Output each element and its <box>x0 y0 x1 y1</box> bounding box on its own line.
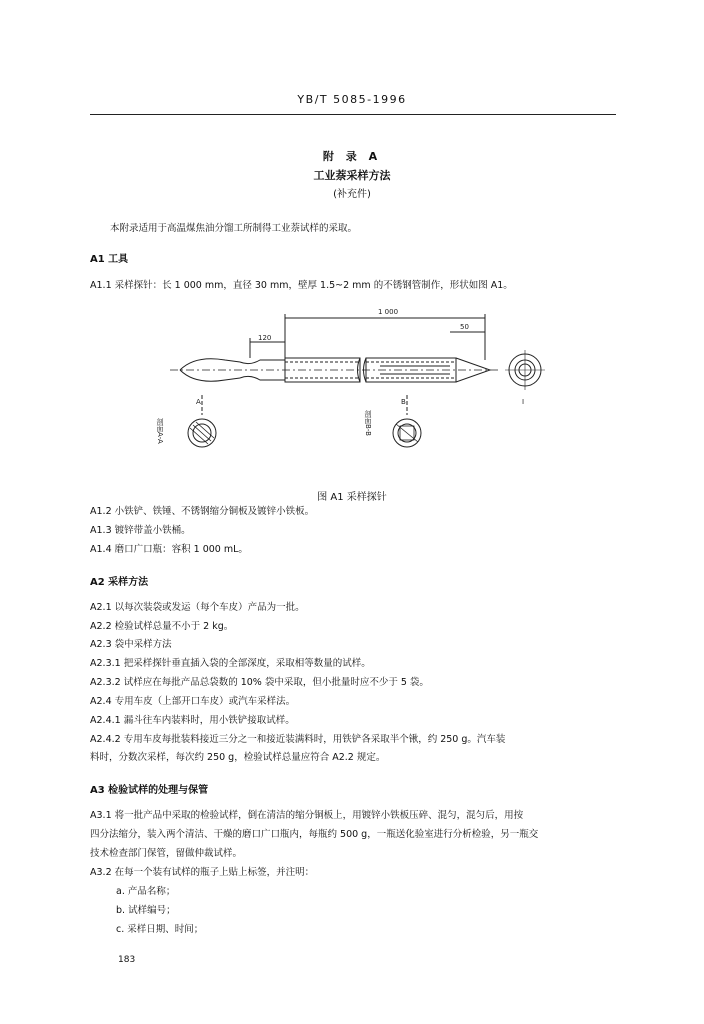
probe-handle-top <box>180 359 240 370</box>
list-item-a: a. 产品名称； <box>116 886 176 897</box>
section-b-marker: B <box>401 398 406 406</box>
appendix-title: 工业萘采样方法 <box>313 169 391 182</box>
clause-a2-4-2-line2: 料时，分数次采样，每次约 250 g，检验试样总量应符合 A2.2 规定。 <box>90 752 386 763</box>
clause-a3-1-line3: 技术检查部门保管，留做仲裁试样。 <box>90 848 243 859</box>
page-number: 183 <box>118 955 136 965</box>
clause-a3-1-line2: 四分法缩分，装入两个清洁、干燥的磨口广口瓶内，每瓶约 500 g，一瓶送化验室进行分析检验，另一瓶交 <box>90 829 539 840</box>
end-view-marker: I <box>522 398 525 406</box>
sampling-probe-figure <box>150 300 570 480</box>
clause-a2-3: A2.3 袋中采样方法 <box>90 639 172 650</box>
clause-a1-2: A1.2 小铁铲、铁锤、不锈钢缩分铜板及镀锌小铁板。 <box>90 506 315 517</box>
header-rule <box>90 114 616 115</box>
dim-total-label: 1 000 <box>378 308 399 316</box>
list-item-c: c. 采样日期、时间； <box>116 924 204 935</box>
dim-right-label: 50 <box>460 323 469 331</box>
section-a1-title: A1 工具 <box>90 254 129 265</box>
section-b-label: 剖面B-B <box>364 410 372 436</box>
standard-code-header: YB/T 5085-1996 <box>297 93 407 106</box>
clause-a2-3-2: A2.3.2 试样应在每批产品总袋数的 10% 袋中采取，但小批量时应不少于 5 袋。 <box>90 677 429 688</box>
clause-a2-4: A2.4 专用车皮（上部开口车皮）或汽车采样法。 <box>90 696 296 707</box>
clause-a3-1-line1: A3.1 将一批产品中采取的检验试样，倒在清洁的缩分铜板上，用镀锌小铁板压碎、混匀，混匀后，用按 <box>90 810 524 821</box>
section-a2-title: A2 采样方法 <box>90 577 149 588</box>
clause-a1-3: A1.3 镀锌带盖小铁桶。 <box>90 525 191 536</box>
appendix-note: (补充件) <box>333 189 371 200</box>
clause-a1-1: A1.1 采样探针：长 1 000 mm，直径 30 mm，壁厚 1.5~2 mm 的不锈钢管制作，形状如图 A1。 <box>90 280 513 291</box>
list-item-b: b. 试样编号； <box>116 905 176 916</box>
figure-caption: 图 A1 采样探针 <box>317 492 387 503</box>
clause-a2-2: A2.2 检验试样总量不小于 2 kg。 <box>90 621 234 632</box>
clause-a2-3-1: A2.3.1 把采样探针垂直插入袋的全部深度，采取相等数量的试样。 <box>90 658 371 669</box>
section-a-label: 剖面A-A <box>156 418 164 444</box>
clause-a2-1: A2.1 以每次装袋或发运（每个车皮）产品为一批。 <box>90 602 305 613</box>
clause-a2-4-1: A2.4.1 漏斗往车内装料时，用小铁铲接取试样。 <box>90 715 295 726</box>
probe-handle-bottom <box>180 370 240 381</box>
intro-paragraph: 本附录适用于高温煤焦油分馏工所制得工业萘试样的采取。 <box>110 223 358 234</box>
clause-a3-2: A3.2 在每一个装有试样的瓶子上贴上标签，并注明： <box>90 867 315 878</box>
dim-left-label: 120 <box>258 334 272 342</box>
clause-a1-4: A1.4 磨口广口瓶：容积 1 000 mL。 <box>90 544 248 555</box>
clause-a2-4-2-line1: A2.4.2 专用车皮每批装料接近三分之一和接近装满料时，用铁铲各采取半个锹，约 250 g。汽车装 <box>90 734 506 745</box>
appendix-label: 附 录 A <box>322 150 382 163</box>
section-a-marker: A <box>196 398 201 406</box>
section-a3-title: A3 检验试样的处理与保管 <box>90 785 209 796</box>
